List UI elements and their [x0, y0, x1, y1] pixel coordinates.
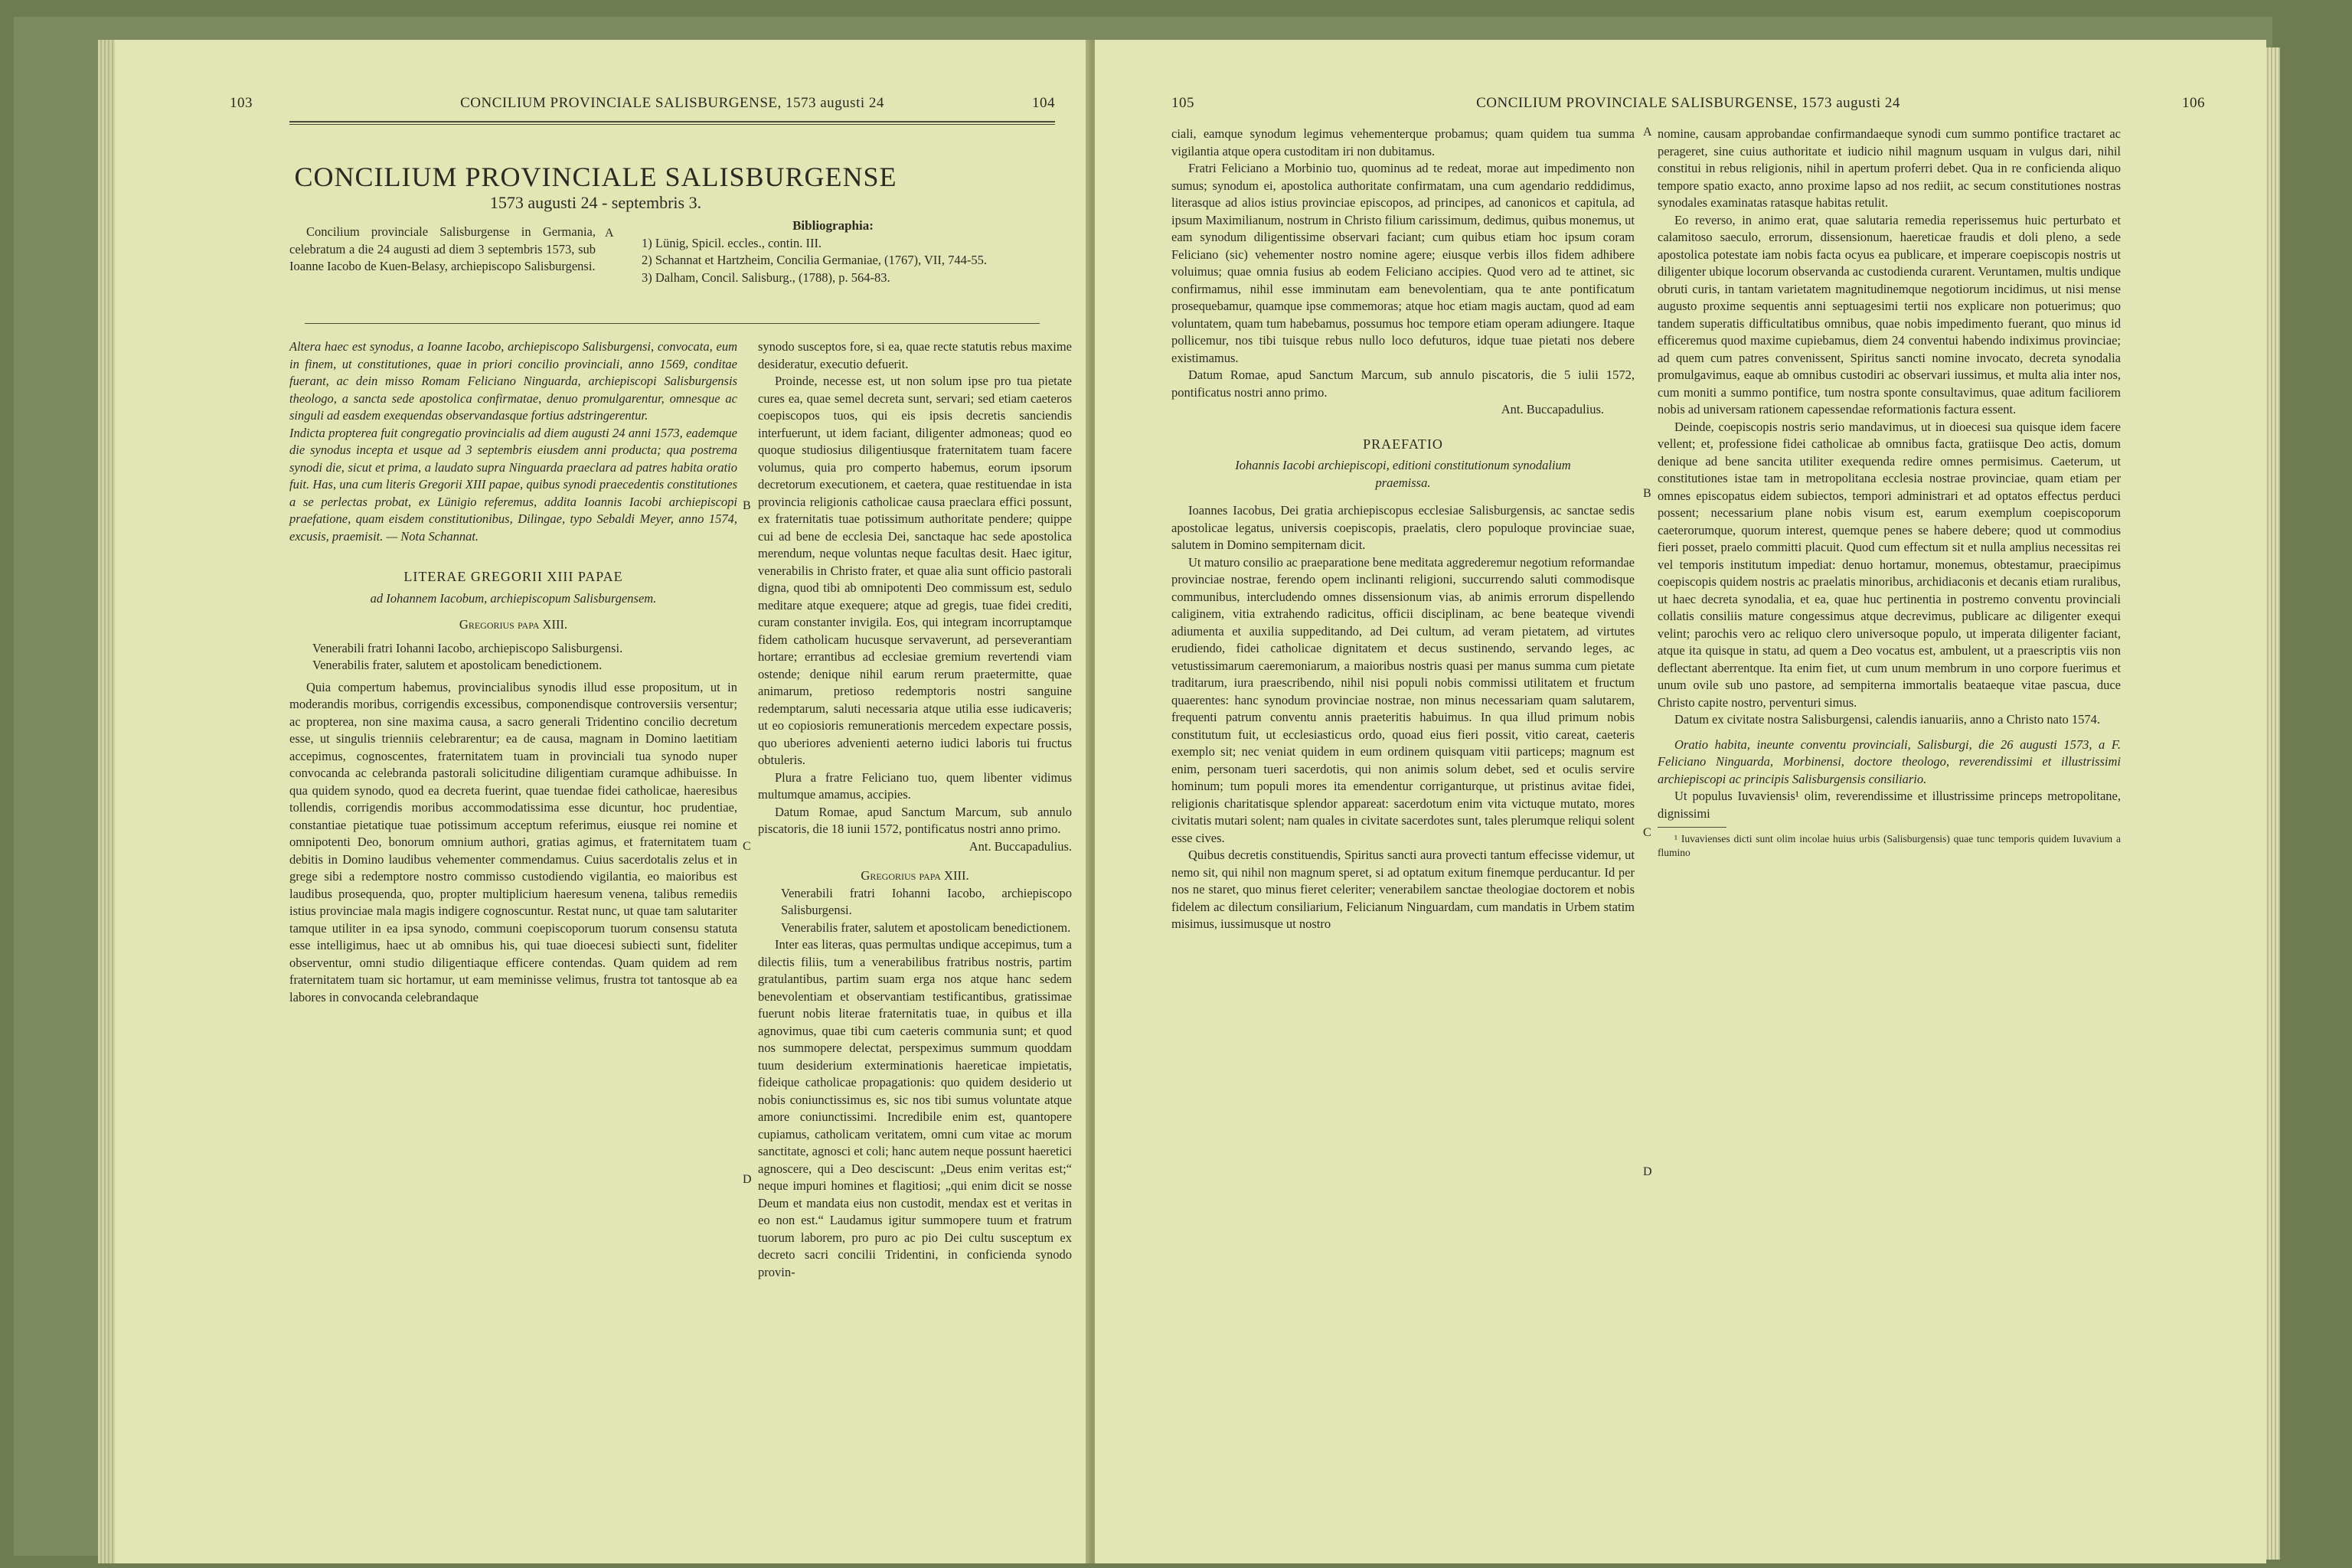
- paragraph: ciali, eamque synodum legimus vehementerque probamus; quam quidem tua summa vigilantia atque opera custoditam iri non dubitamus.: [1171, 126, 1635, 158]
- page-number: 104: [1032, 95, 1055, 111]
- paragraph: Ut populus Iuvaviensis¹ olim, reverendissime et illustrissime princeps metropolitane, dignissimi: [1658, 789, 2121, 821]
- salutation: Venerabili fratri Iohanni Iacobo, archiepiscopo Salisburgensi.: [312, 640, 623, 655]
- section-heading: LITERAE GREGORII XIII PAPAE: [403, 569, 623, 584]
- paragraph: Deinde, coepiscopis nostris serio mandavimus, ut in dioecesi sua quisque idem facere vellent; et, professione fidei catholicae ab omnibus facta, gratiisque Deo actis, domum denique ad bene sancita utiliter exequenda redire omnes permisimus. Caeterum, ut constitutiones istae tam in metropolitana ecclesia nostrae provinciae, quam etiam per omnes episcopatus eidem subiectos, tempori administrari et ad optatos effectus perduci possent; necessarium plane nobis visum est, earum exemplum coepiscoporum caeterorumque, quorum interest, quemque penes se habere debere; quod ut commodius fieri posset, praelo committi placuit. Quod cum effectum sit et nulla amplius necessitas rei vel temporis institutum impediat: denuo hortamur, monemus, obtestamur, praecipimus coepiscopis quidem nostris ac praelatis minoribus, archidiaconis et decanis etiam ruralibus, ut haec decreta synodalia, et ea, quae huc pertinentia in postremo conventu provinciali collatis consiliis mature congessimus atque decrevimus, publicare ac diligenter exequi velint; parochis vero ac reliquo clero universoque populo, ut imperata diligenter faciant, atque ita quisque in statu, ad quem a Deo vocatus est, ambulent, ut a praescriptis viis non deflectant aberrentque. Ita enim fiet, ut cum unum membrum in uno corpore fuerimus et unum ovile sub uno pastore, ad sempiterna immortalis beataeque vitae pascua, duce Christo capite nostro, perventuri simus.: [1658, 419, 2121, 710]
- section-subheading: Iohannis Iacobi archiepiscopi, editioni constitutionum synodalium praemissa.: [1235, 458, 1571, 490]
- paragraph: Quia compertum habemus, provincialibus synodis illud esse propositum, ut in moderandis moribus, corrigendis excessibus, componendisque controversiis versentur; ac propterea, non sine maxima causa, a sacro generali Tridentino concilio decretum esse, ut singulis trienniis celebrarentur; ea de causa, magnam in Domino laetitiam accepimus, cognoscentes, fraternitatem tuam in provinciali tua synodo nuper convocanda ac celebranda pastorali solicitudine diligentiam curamque adhibuisse. In qua quidem synodo, quod ea decreta fuerint, quae tuendae fidei catholicae, haeresibus tollendis, corrigendis moribus accommodatissima esse dicuntur, hoc prudentiae, constantiae pietatique tuae potissimum acceptum referimus, eiusque rei nomine et omnipotenti Deo, bonorum omnium authori, gratias agimus, et fraternitatem tuam debitis in Domino laudibus vehementer commendamus. Cuius sacerdotalis zelus et in grege sibi a redemptore nostro commisso custodiendo vigilantia, eo maioribus est laudibus prosequenda, quo, propter multiplicium haeresum venena, talibus remediis istius provinciae mala magis indigere cognoscuntur. Restat nunc, ut quae tam salutariter tamque utiliter in ea ipsa synodo, communi coepiscoporum tuorum consensu statuta esse intelligimus, haec ut ab omnibus his, qui tuae dioecesi subiecti sunt, fideliter observentur, omni studio diligentiaque efficere contendas. Quam quidem ad rem fraternitatem tuam sic hortamur, ut eam meminisse velimus, frustra tot tantosque ab ea labores in convocanda celebrandaque: [289, 679, 737, 1004]
- editorial-note: Indicta propterea fuit congregatio provincialis ad diem augusti 24 anni 1573, eademque die synodus incepta et usque ad 3 septembris eiusdem anni producta; qua postrema synodi die, sicut et prima, a laudato supra Ninguarda praeclara ad patres habita oratio fuit. Has, una cum literis Gregorii XIII papae, quibus synodi praecedentis constitutiones a se perlectas probat, ex Lünigio referemus, addita Ioannis Iacobi archiepiscopi praefatione, quam eisdem constitutionibus, Dilingae, typo Sebaldi Meyer, anno 1574, excusis, praemisit. — Nota Schannat.: [289, 425, 737, 544]
- intro-block: [289, 224, 596, 276]
- sender-line: Gregorius papa XIII.: [459, 617, 568, 632]
- margin-letter: B: [743, 499, 751, 512]
- salutation: Venerabili fratri Iohanni Iacobo, archiepiscopo Salisburgensi.: [781, 885, 1072, 917]
- page-number: 103: [230, 95, 253, 111]
- margin-letter: C: [1643, 826, 1651, 839]
- section-rule: [305, 323, 1040, 324]
- paragraph: synodo susceptos fore, si ea, quae recte statutis rebus maxime desideratur, executio defuerit.: [758, 339, 1072, 371]
- footnote-rule: [1658, 827, 1726, 828]
- editorial-note: Altera haec est synodus, a Ioanne Iacobo, archiepiscopo Salisburgensi, convocata, eum in finem, ut constitutiones, quae in priori concilio provinciali, anno 1569, conditae fuerant, ac dein misso Romam Feliciano Ninguarda, archiepiscopi Salisburgensis theologo, a sancta sede apostolica confirmatae, denuo promulgarentur, omnesque ac singuli ad easdem exequendas observandasque fortius adstringerentur.: [289, 339, 737, 423]
- header-rule-thin: [289, 124, 1055, 125]
- paragraph: Datum Romae, apud Sanctum Marcum, sub annulo piscatoris, die 18 iunii 1572, pontificatus nostri anno primo.: [758, 804, 1072, 836]
- running-header-right: [1171, 95, 2205, 126]
- bibliography-item: 3) Dalham, Concil. Salisburg., (1788), p. 564-83.: [642, 270, 890, 285]
- section-heading: PRAEFATIO: [1363, 436, 1443, 452]
- left-page: [98, 40, 1086, 1563]
- margin-letter: D: [1643, 1165, 1652, 1178]
- running-title: CONCILIUM PROVINCIALE SALISBURGENSE, 1573 augusti 24: [460, 95, 884, 111]
- header-rule: [289, 121, 1055, 122]
- paragraph: Datum Romae, apud Sanctum Marcum, sub annulo piscatoris, die 5 iulii 1572, pontificatus nostri anno primo.: [1171, 368, 1635, 400]
- margin-letter: A: [1643, 126, 1652, 139]
- left-page-edges: [98, 40, 115, 1563]
- margin-letter: C: [743, 840, 751, 853]
- oration-heading: Oratio habita, ineunte conventu provinciali, Salisburgi, die 26 augusti 1573, a F. Feliciano Ninguarda, Morbinensi, doctore theologo, reverendissimi et illustrissimi archiepiscopi ac principis Salisburgensis consiliario.: [1658, 737, 2121, 786]
- paragraph: nomine, causam approbandae confirmandaeque synodi cum summo pontifice tractaret ac perageret, sine cuius authoritate et iudicio nihil magnum usquam in vulgus dari, nihil constitui in rebus religionis, nihil in apertum proferri debet. Qua in re conficienda aliquo tempore spatio exacto, anno proxime lapso ad nos rediit, ac secum constitutiones nostras synodales examinatas ratasque habitas retulit.: [1658, 126, 2121, 210]
- bibliography-block: [619, 217, 1047, 286]
- salutation: Venerabilis frater, salutem et apostolicam benedictionem.: [781, 920, 1071, 935]
- margin-letter: A: [605, 227, 614, 240]
- document-title: CONCILIUM PROVINCIALE SALISBURGENSE: [294, 162, 897, 192]
- paragraph: Inter eas literas, quas permultas undique accepimus, tum a dilectis filiis, tum a venerabilibus fratribus nostris, partim gratulantibus, partim suam erga nos atque hanc sedem benevolentiam et observantiam testificantibus, gratissimae fuerunt nobis literae fraternitatis tuae, in quibus et illa agnovimus, quae tibi cum caeteris communia sunt; et quod nos summopere delectat, perspeximus summum quoddam tuum desiderium exterminationis haereticae impietatis, fideique catholicae propagationis: quo quidem desiderio ut nobis coniunctissimus es, sic nos tibi sumus voluntate atque amore coniunctissimi. Incredibile enim est, quantopere cupiamus, catholicam veritatem, omni cum vitae ac morum sanctitate, agnosci et coli; hanc autem neque possunt haeretici agnoscere, qui a Deo desciscunt: „Deus enim veritas est;“ neque impuri homines et flagitiosi; „qui enim dicit se nosse Deum et mandata eius non custodit, mendax est et veritas in eo non est.“ Laudamus igitur summopere tuum et fratrum tuorum laborem, pro puro ac pio Dei cultu susceptum ex decreto sacri concilii Tridentini, in conficienda synodo provin-: [758, 937, 1072, 1279]
- salutation: Venerabilis frater, salutem et apostolicam benedictionem.: [312, 658, 603, 672]
- paragraph: Ut maturo consilio ac praeparatione bene meditata aggrederemur negotium reformandae provinciae nostrae, ferendo opem inclinanti religioni, succurrendo saluti commodisque communibus, intercludendo omnes dissensionum vias, ab animis errorum dispellendo caliginem, vitia extrahendo radicitus, officii disciplinam, ac bene beateque vivendi adiumenta et auxilia suppeditando, ad Dei cultum, ad veram pietatem, ad virtutes erudiendo, fidei catholicae dignitatem et decus sustinendo, servando leges, ac vetustissimarum caeremoniarum, a maioribus nostris quasi per manus summa cum pietate traditarum, iura praescribendo, nihil nisi populi nobis commissi utilitatem et fructum quaerentes: hanc synodum provinciae nostrae, non minus necessariam quam salutarem, frequenti patrum conventu annis praeteritis habuimus. In qua illud primum nobis constitutum fuit, ut ecclesiasticus ordo, quoad eius fieri possit, vitio careat, caeteris exemplo sit; nec veniat quidem in eum ordinem quisquam vitii particeps; magnum est enim, personam tueri sacerdotis, qui non animis solum debet, sed et oculis servire hominum; tum populi mores ita emendentur corriganturque, ut pristinus avitae fidei, religionis charitatisque splendor appareat: sacerdotum enim vita victuque mutato, mores civitatis mutari solent; nam quales in civitate sacerdotes sunt, tales plerumque reliqui solent esse cives.: [1171, 554, 1635, 845]
- sender-line: Gregorius papa XIII.: [861, 868, 969, 883]
- left-column-2: [758, 338, 1072, 1281]
- paragraph: Eo reverso, in animo erat, quae salutaria remedia reperissemus huic perturbato et calamitoso saeculo, errorum, dissensionum, haereticae fraudis et doli pleno, a sede apostolica potestate iam nobis facta ocyus ea publicare, et imperare coepiscopis nostris ut diligenter ubique locorum observanda ac custodienda curarent. Veruntamen, multis undique obruti curis, in tantam varietatem magnitudinemque negotiorum incidimus, ut nisi mense augusto proxime sequentis anni septuagesimi tertii nos explicare non potuerimus; quo tandem superatis difficultatibus omnibus, quae nobis impedimento fuerant, quo minus id efficeremus quod maxime cupiebamus, diem 24 conventui habendo indiximus provinciae; ad quem cum patres convenissent, Spiritus sancti nomine invocato, decreta synodalia promulgavimus, eaque ab omnibus custodiri ac observari iussimus, et multa alia inter nos, cum moniti a summo pontifice, tum nostra sponte consultavimus, quae aditum faciliorem nobis ad universam rationem capessendae reformationis factura essent.: [1658, 212, 2121, 416]
- page-number: 105: [1171, 95, 1194, 111]
- signature: Ant. Buccapadulius.: [1501, 402, 1604, 416]
- paragraph: Ioannes Iacobus, Dei gratia archiepiscopus ecclesiae Salisburgensis, ac sanctae sedis apostolicae legatus, universis coepiscopis, praelatis, clero populoque provinciae suae, salutem in Domino sempiternam dicit.: [1171, 503, 1635, 552]
- paragraph: Plura a fratre Feliciano tuo, quem libenter vidimus multumque amamus, accipies.: [758, 769, 1072, 802]
- margin-letter: D: [743, 1173, 752, 1186]
- margin-letter: B: [1643, 487, 1651, 500]
- footnote: ¹ Iuvavienses dicti sunt olim incolae huius urbis (Salisburgensis) quae tunc temporis quidem Iuvavium a flumino: [1658, 833, 2121, 858]
- bibliography-item: 2) Schannat et Hartzheim, Concilia Germaniae, (1767), VII, 744-55.: [642, 253, 988, 267]
- left-column-1: [289, 338, 737, 1006]
- right-column-2: [1658, 126, 2121, 860]
- document-dates: 1573 augusti 24 - septembris 3.: [489, 193, 702, 212]
- signature: Ant. Buccapadulius.: [969, 838, 1072, 854]
- bibliography-heading: Bibliographia:: [792, 218, 874, 233]
- right-column-1: [1171, 126, 1635, 933]
- paragraph: Datum ex civitate nostra Salisburgensi, calendis ianuariis, anno a Christo nato 1574.: [1674, 712, 2100, 727]
- right-page: [1095, 40, 2266, 1563]
- book-spread: [14, 17, 2272, 1556]
- paragraph: Fratri Feliciano a Morbinio tuo, quominus ad te redeat, morae aut impedimento non sumus; synodum ei, apostolica authoritate confirmatam, una cum agendario reddidimus, literasque ad alios istius provinciae episcopos, ad principes, ad canonicos et capitula, ad ipsum Maximilianum, nostrum in Christo filium carissimum, dedimus, quibus monemus, ut eam synodum diligentissime observari faciant; cum quibus etiam hoc ipsum coram Feliciano (sic) vehementer nostro nomine agere; eiusque verbis illos fidem adhibere voluimus; quae omnia fusius ab eodem Feliciano accipies. Quod vero ad te attinet, sic confirmamus, nihil esse imminutam eam benevolentiam, qua te ante pontificatum prosequebamur, quamque ipse commemoras; atque hoc etiam magis auctam, quod ad eam voluntatem, quam tum habebamus, possumus hoc tempore etiam operam adiungere. Itaque pollicemur, nos tibi tuisque rebus nullo loco defuturos, idque tuae pietati nos debere existimamus.: [1171, 161, 1635, 365]
- section-subheading: ad Iohannem Iacobum, archiepiscopum Salisburgensem.: [370, 590, 657, 606]
- intro-text: Concilium provinciale Salisburgense in Germania, celebratum a die 24 augusti ad diem 3 septembris 1573, sub Ioanne Iacobo de Kuen-Belasy, archiepiscopo Salisburgensi.: [289, 224, 596, 273]
- paragraph: Quibus decretis constituendis, Spiritus sancti aura provecti tantum effecisse videmur, ut nemo sit, qui nihil non magnum speret, si ad optatum exitum finemque perducantur. Id per nos ne staret, quo minus fieret celeriter; venerabilem sanctae theologiae doctorem et nobis fidelem ac dilectum consiliarium, Felicianum Ninguardam, cum mandatis in Urbem statim misimus, iussimusque ut nostro: [1171, 848, 1635, 931]
- bibliography-item: 1) Lünig, Spicil. eccles., contin. III.: [642, 235, 822, 250]
- page-number: 106: [2182, 95, 2205, 111]
- running-title: CONCILIUM PROVINCIALE SALISBURGENSE, 1573 augusti 24: [1476, 95, 1900, 111]
- paragraph: Proinde, necesse est, ut non solum ipse pro tua pietate cures ea, quae semel decreta sunt, servari; sed etiam caeteros coepiscopos tuos, qui eis ipsis decretis sanciendis interfuerunt, ut idem faciant, diligenter admoneas; quod eo quoque studiosius diligentiusque fraternitatem tuam facere volumus, quia pro comperto habemus, eorum ipsorum decretorum executionem, et caetera, quae restituendae in ista provincia religionis catholicae causa praeclara effici possunt, ex fraternitatis tuae potissimum authoritate pendere; quippe cui ad bene de ecclesia Dei, sanctaque hac sede apostolica merendum, neque voluntas neque facultas desit. Haec igitur, venerabilis in Christo frater, et quae alia sunt officio pastorali digna, quod tibi ab omnipotenti Deo commissum est, sedulo meditare atque exequere; atque ad gregis, tuae fidei crediti, curam constanter invigila. Eos, qui integram incorruptamque fidem catholicam hucusque servaverunt, ad perseverantiam hortare; errantibus ad ecclesiae gremium revertendi viam ostende; denique nihil earum rerum praetermitte, quae animarum, pretioso redemptoris nostri sanguine redemptarum, saluti necessaria atque utilia esse iudicaveris; ut eo copiosioris remunerationis mercedem expectare possis, quo uberiores advenienti aeterno iudici laboris tui fructus obtuleris.: [758, 374, 1072, 767]
